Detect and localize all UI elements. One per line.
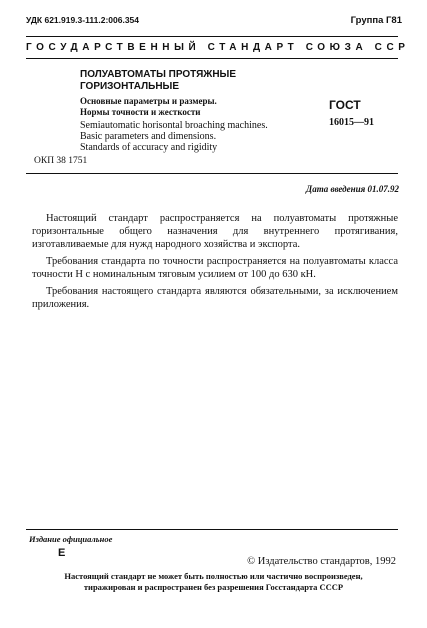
gost-label: ГОСТ	[329, 98, 361, 112]
subtitle-line: Основные параметры и размеры.	[80, 96, 217, 106]
top-rule	[26, 36, 398, 37]
subtitle-line: Нормы точности и жесткости	[80, 107, 201, 117]
english-title	[80, 120, 268, 153]
heading-rule	[26, 58, 398, 59]
paragraph: Настоящий стандарт распространяется на полуавтоматы протяжные горизонтальные общего назначения для внутреннего протягивания, изготавливаемые для нужд народного хозяйства и экспорта.	[32, 213, 398, 250]
okp-code: ОКП 38 1751	[34, 156, 88, 166]
reproduction-notice	[0, 571, 427, 593]
footer-rule	[26, 529, 398, 530]
copyright-line: © Издательство стандартов, 1992	[247, 556, 396, 567]
english-line: Standards of accuracy and rigidity	[80, 142, 218, 153]
introduction-date: Дата введения 01.07.92	[306, 184, 399, 194]
edition-letter: Е	[58, 547, 66, 559]
english-line: Basic parameters and dimensions.	[80, 131, 217, 142]
title-line: ГОРИЗОНТАЛЬНЫЕ	[80, 81, 180, 92]
body-text	[32, 212, 398, 315]
title-block-rule	[26, 173, 398, 174]
title-line: ПОЛУАВТОМАТЫ ПРОТЯЖНЫЕ	[80, 69, 237, 80]
standard-title	[80, 69, 236, 93]
english-line: Semiautomatic horisontal broaching machines.	[80, 120, 268, 131]
state-standard-heading: ГОСУДАРСТВЕННЫЙ СТАНДАРТ СОЮЗА ССР	[26, 42, 410, 53]
paragraph: Требования стандарта по точности распространяется на полуавтоматы класса точности Н с номинальным тяговым усилием от 100 до 630 кН.	[32, 256, 398, 280]
notice-line: Настоящий стандарт не может быть полностью или частично воспроизведен,	[64, 571, 363, 581]
gost-number: 16015—91	[329, 117, 374, 128]
edition-label: Издание официальное	[29, 534, 113, 544]
udk-code: УДК 621.919.3-111.2:006.354	[26, 15, 139, 25]
standard-subtitle	[80, 96, 217, 118]
notice-line: тиражирован и распространен без разрешения Госстандарта СССР	[83, 582, 344, 592]
group-code: Группа Г81	[350, 15, 402, 26]
paragraph: Требования настоящего стандарта являются обязательными, за исключением приложения.	[32, 286, 398, 310]
